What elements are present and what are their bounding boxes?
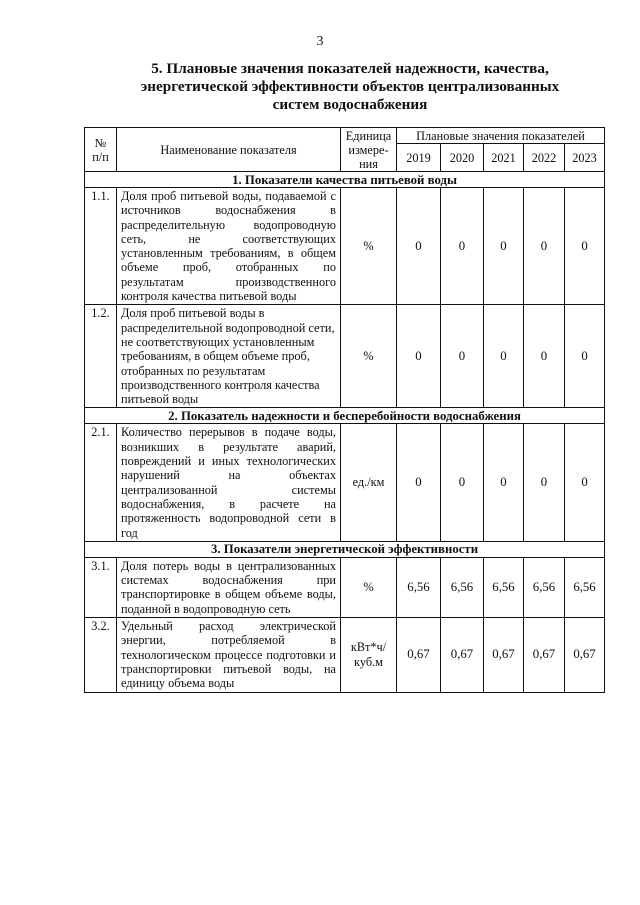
unit-line-1: кВт*ч/ [350,639,387,654]
value-2019: 0 [397,424,441,541]
header-year-2021: 2021 [484,144,524,172]
row-number: 1.1. [85,188,117,305]
value-2020: 0 [441,188,484,305]
indicator-unit: % [341,305,397,408]
indicator-unit [341,618,397,692]
document-title [130,60,570,114]
value-2022: 0 [524,305,565,408]
indicator-unit: % [341,557,397,617]
indicators-table [84,127,605,693]
indicator-name: Доля проб питьевой воды, подаваемой с источников водоснабжения в распределительную водопроводную сеть, не соответствующих установленным требованиям, в общем объеме проб, отобранных по результатам производственного контроля качества питьевой воды [117,188,341,305]
page-number: 3 [316,34,324,49]
indicator-name: Количество перерывов в подаче воды, возникших в результате аварий, повреждений и иных технологических нарушений на объектах централизованной системы водоснабжения, в расчете на протяженность водопроводной сети в год [117,424,341,541]
value-2021: 6,56 [484,557,524,617]
table-row [85,424,605,541]
value-2019: 0 [397,188,441,305]
value-2022: 0,67 [524,618,565,692]
indicator-unit: % [341,188,397,305]
section-row [85,541,605,557]
value-2020: 0,67 [441,618,484,692]
header-number-line-1: № [94,135,107,150]
row-number: 3.1. [85,557,117,617]
title-line-1: 5. Плановые значения показателей надежности, качества, [151,60,549,77]
row-number: 2.1. [85,424,117,541]
table-row [85,188,605,305]
header-year-2019: 2019 [397,144,441,172]
header-unit-line-1: Единица [345,128,392,143]
value-2021: 0 [484,188,524,305]
header-planned-values: Плановые значения показателей [397,128,605,144]
value-2023: 0 [565,188,605,305]
table-row [85,305,605,408]
table-row [85,618,605,692]
section-row [85,172,605,188]
value-2023: 6,56 [565,557,605,617]
value-2020: 0 [441,305,484,408]
indicator-name: Доля проб питьевой воды в распределительной водопроводной сети, не соответствующих установленным требованиям, в общем объеме проб, отобранных по результатам производственного контроля качества питьевой воды [117,305,341,408]
value-2022: 6,56 [524,557,565,617]
value-2023: 0,67 [565,618,605,692]
value-2019: 0,67 [397,618,441,692]
indicator-unit: ед./км [341,424,397,541]
header-unit [341,128,397,172]
value-2020: 6,56 [441,557,484,617]
value-2019: 0 [397,305,441,408]
value-2021: 0 [484,424,524,541]
value-2022: 0 [524,424,565,541]
value-2019: 6,56 [397,557,441,617]
title-line-2: энергетической эффективности объектов централизованных [140,78,560,95]
header-year-2022: 2022 [524,144,565,172]
header-unit-line-2: измере- [348,142,389,157]
indicator-name: Доля потерь воды в централизованных системах водоснабжения при транспортировке в общем объеме воды, поданной в водопроводную сеть [117,557,341,617]
value-2020: 0 [441,424,484,541]
row-number: 1.2. [85,305,117,408]
value-2022: 0 [524,188,565,305]
section-row [85,408,605,424]
value-2023: 0 [565,424,605,541]
title-line-3: систем водоснабжения [272,96,428,113]
unit-line-2: куб.м [354,654,383,669]
header-number [85,128,117,172]
header-year-2020: 2020 [441,144,484,172]
indicator-name: Удельный расход электрической энергии, потребляемой в технологическом процессе подготовки и транспортировки питьевой воды, на единицу объема воды [117,618,341,692]
table-row [85,557,605,617]
section-title-quality: 1. Показатели качества питьевой воды [85,172,605,188]
section-title-energy: 3. Показатели энергетической эффективности [85,541,605,557]
section-title-reliability: 2. Показатель надежности и бесперебойности водоснабжения [85,408,605,424]
header-unit-line-3: ния [359,156,378,171]
row-number: 3.2. [85,618,117,692]
value-2021: 0 [484,305,524,408]
header-number-line-2: п/п [92,149,109,164]
header-year-2023: 2023 [565,144,605,172]
value-2023: 0 [565,305,605,408]
table-header-row [85,128,605,144]
value-2021: 0,67 [484,618,524,692]
header-indicator-name: Наименование показателя [117,128,341,172]
